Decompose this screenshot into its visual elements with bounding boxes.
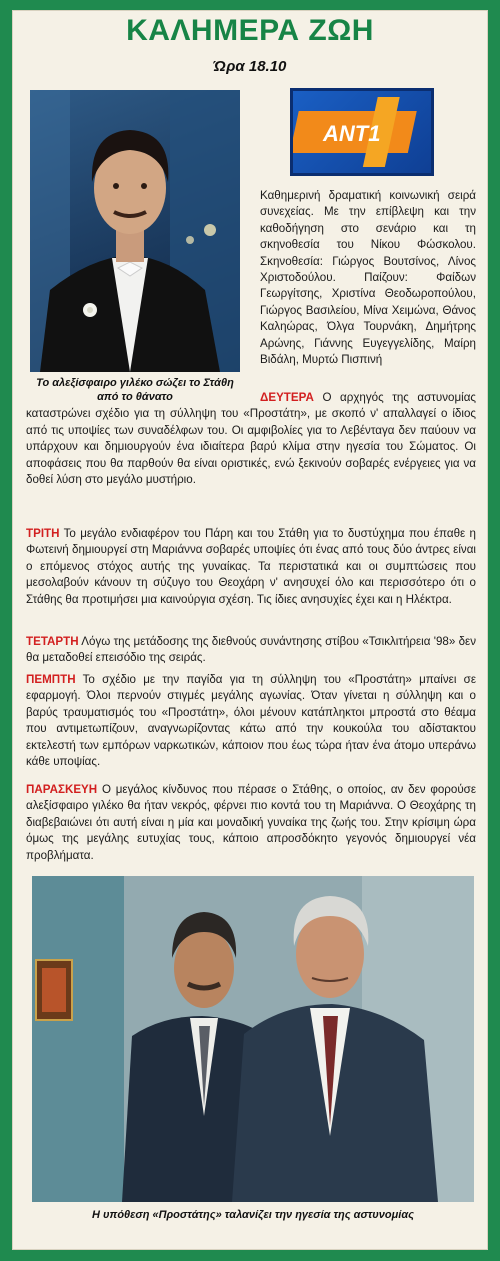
day-text-friday: Ο μεγάλος κίνδυνος που πέρασε ο Στάθης, ο οποίος, αν δεν φορούσε αλεξίσφαιρο γιλέκο θα ήταν νεκρός, φέρνει πιο κοντά του τη Μαριάννα. Ο Θεοχάρης τη διαβεβαιώνει ότι αυτή είναι η μία και μοναδική γυναίκα της ζωής του. Στην κρίσιμη ώρα όμως της μεγάλης ευτυχίας τους, κάποιο απροσδόκητο γεγονός δημιουργεί νέα προβλήματα.	[26, 783, 476, 862]
show-title: ΚΑΛΗΜΕΡΑ ΖΩΗ	[126, 14, 374, 47]
ant1-logo-text: ANT1	[323, 121, 381, 146]
two-men-illustration	[32, 876, 474, 1202]
ant1-logo	[290, 88, 434, 176]
day-text-monday: Ο αρχηγός της αστυνομίας καταστρώνει σχέδιο για τη σύλληψη του «Προστάτη», με σκοπό ν' απαλλαγεί ο ίδιος από τις υποψίες των συναδέλφων του. Οι αμφιβολίες για το Λεβένταγα δεν παύουν να υπάρχουν και δημιουργούν ένα ιδιαίτερα βαρύ κλίμα στην ηγεσία του Σώματος. Οι αποφάσεις που θα παρθούν θα είναι οριστικές, ενώ ξεκινούν σοβαρές ενέργειες για να δοθεί λύση στο μεγάλο μυστήριο.	[26, 391, 476, 487]
day-text-wednesday: Λόγω της μετάδοσης της διεθνούς συνάντησης στίβου «Τσικλιτήρεια '98» δεν θα μεταδοθεί επεισόδιο της σειράς.	[26, 635, 476, 665]
day-block-friday	[26, 782, 476, 864]
day-label-thursday: ΠΕΜΠΤΗ	[26, 673, 76, 686]
day-block-monday	[26, 390, 476, 488]
photo2-caption: Η υπόθεση «Προστάτης» ταλανίζει την ηγεσία της αστυνομίας	[91, 1209, 414, 1221]
intro-paragraph: Καθημερινή δραματική κοινωνική σειρά συνεχείας. Με την επίβλεψη και την καθοδήγηση στο σενάριο και τη σκηνοθεσία του Νίκου Φώσκολου. Σκηνοθεσία: Γιώργος Βουτσίνος, Λίνος Χριστοδούλου. Παίζουν: Φαίδων Γεωργίτσης, Χριστίνα Θεοδωροπούλου, Γιώργος Βασιλείου, Μίνα Χειμώνα, Θάνος Καληώρας, Όλγα Τουρνάκη, Δημήτρης Αρώνης, Γιάννης Ευγεγγελίδης, Μαίρη Βιδάλη, Μυρτώ Πισπινή	[260, 189, 476, 367]
magazine-page	[12, 10, 488, 1250]
air-time: Ώρα 18.10	[213, 58, 287, 75]
ant1-logo-mark	[293, 91, 431, 173]
day-label-monday: ΔΕΥΤΕΡΑ	[260, 391, 314, 404]
day-block-wednesday	[26, 634, 476, 667]
day-label-wednesday: ΤΕΤΑΡΤΗ	[26, 635, 79, 648]
photo1-caption-line2: από το θάνατο	[97, 391, 173, 403]
two-actors-photo	[32, 876, 474, 1202]
day-label-friday: ΠΑΡΑΣΚΕΥΗ	[26, 783, 98, 796]
day-text-tuesday: Το μεγάλο ενδιαφέρον του Πάρη και του Στάθη για το δυστύχημα που έπαθε η Φωτεινή δημιουργεί στη Μαριάννα σοβαρές υποψίες ότι ένας από τους δύο άντρες είναι ο επόμενος στόχος αυτής της γυναίκας. Τα περιστατικά και οι συμπτώσεις που μεσολαβούν κάνουν τη σύζυγο του Θεοχάρη ν' ανησυχεί όλο και περισσότερο ότι ο Στάθης θα προτιμήσει μια καινούργια σχέση. Τις ίδιες ανησυχίες έχει και η Ηλέκτρα.	[26, 527, 476, 606]
day-text-thursday: Το σχέδιο με την παγίδα για τη σύλληψη του «Προστάτη» μπαίνει σε εφαρμογή. Όλοι περνούν στιγμές μεγάλης αγωνίας. Όταν γίνεται η σύλληψη και ο βαρύς τραυματισμός του «Προστάτη», όλοι μένουν κατάπληκτοι μπροστά στο θέαμα που αντιμετωπίζουν, αναγνωρίζοντας κάτω από την κουκούλα του αδίστακτου εκτελεστή των εμπόρων ναρκωτικών, κάποιον που έως τώρα ήταν ένα άτομο υπεράνω κάθε υποψίας.	[26, 673, 476, 769]
day-label-tuesday: ΤΡΙΤΗ	[26, 527, 60, 540]
day-block-tuesday	[26, 526, 476, 608]
tuxedo-man-illustration	[30, 90, 240, 372]
day-block-thursday	[26, 672, 476, 770]
photo1-caption-line1: Το αλεξίσφαιρο γιλέκο σώζει το Στάθη	[36, 377, 234, 389]
actor-portrait-photo	[30, 90, 240, 372]
